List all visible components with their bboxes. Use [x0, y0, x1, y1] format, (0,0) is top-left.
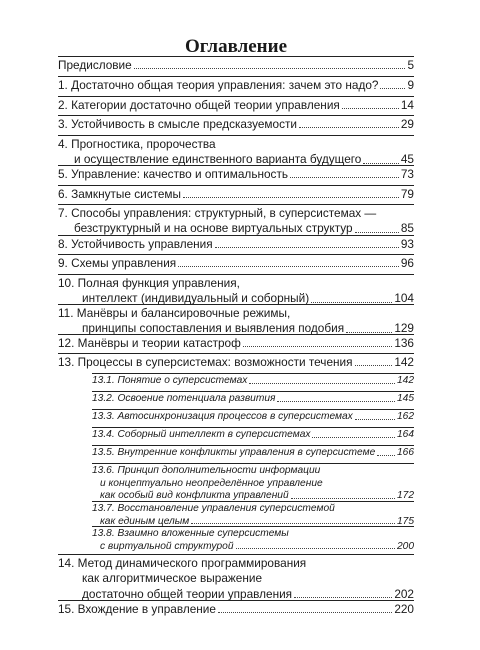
toc-section — [58, 411, 414, 424]
separator-line — [92, 463, 414, 464]
dot-leader — [243, 346, 392, 347]
toc-entry-text: 3. Устойчивость в смысле предсказуемости — [58, 117, 297, 131]
page-number: 145 — [397, 393, 414, 404]
dot-leader — [377, 455, 395, 456]
toc-entry-text: достаточно общей теории управления — [82, 586, 293, 601]
toc-entry-text: 6. Замкнутые системы — [58, 187, 182, 201]
page-number: 129 — [394, 321, 414, 336]
page-number: 175 — [397, 515, 414, 527]
toc-entry-text: 13.5. Внутренние конфликты управления в суперсистеме — [92, 447, 376, 458]
separator-line — [58, 334, 414, 335]
toc-chapter — [58, 256, 414, 271]
toc-chapter — [58, 336, 414, 351]
toc-section — [58, 429, 414, 442]
toc-entry-text: 13.3. Автосинхронизация процессов в суперсистемах — [92, 411, 353, 422]
toc-section — [58, 528, 414, 553]
dot-leader — [236, 548, 395, 549]
toc-page — [58, 0, 414, 616]
page-number: 79 — [400, 187, 414, 201]
toc-chapter — [58, 237, 414, 252]
separator-line — [92, 409, 414, 410]
page-number: 104 — [394, 291, 414, 306]
toc-entry-text: 2. Категории достаточно общей теории управления — [58, 98, 340, 112]
toc-chapter — [58, 602, 414, 617]
separator-line — [58, 96, 414, 97]
page-number: 14 — [400, 98, 414, 112]
dot-leader — [346, 332, 392, 333]
dot-leader — [380, 88, 405, 89]
separator-line — [92, 427, 414, 428]
toc-section — [58, 503, 414, 528]
toc-entry-text: 8. Устойчивость управления — [58, 237, 213, 251]
toc-chapter — [58, 206, 414, 237]
toc-entry-text: принципы сопоставления и выявления подобия — [82, 321, 345, 336]
page-number: 5 — [407, 58, 414, 72]
toc-title: Оглавление — [184, 36, 288, 57]
toc-chapter — [58, 117, 414, 132]
page-number: 142 — [394, 355, 414, 369]
toc-entry-text: 7. Способы управления: структурный, в суперсистемах — — [58, 206, 377, 220]
toc-entry-text: и концептуально неопределённое управление — [100, 477, 323, 489]
toc-entry-text: 5. Управление: качество и оптимальность — [58, 167, 288, 181]
dot-leader — [191, 523, 395, 524]
page-number: 200 — [397, 540, 414, 552]
toc-section — [58, 465, 414, 503]
separator-line — [58, 554, 414, 555]
page-number: 166 — [397, 447, 414, 458]
page-number: 164 — [397, 429, 414, 440]
toc-section — [58, 393, 414, 406]
dot-leader — [311, 302, 392, 303]
separator-line — [58, 353, 414, 354]
dot-leader — [291, 498, 395, 499]
page-number: 9 — [407, 78, 414, 92]
toc-chapter — [58, 167, 414, 182]
toc-entry-text: 14. Метод динамического программирования — [58, 556, 307, 570]
toc-entry-text: и осуществление единственного варианта будущего — [74, 152, 362, 167]
toc-entry-text: 13. Процессы в суперсистемах: возможности течения — [58, 355, 353, 369]
separator-line — [58, 600, 414, 601]
toc-entry-text: как особый вид конфликта управлений — [100, 490, 289, 502]
page-number: 96 — [400, 256, 414, 270]
toc-entry-text: с виртуальной структурой — [100, 540, 234, 552]
toc-chapter — [58, 78, 414, 93]
dot-leader — [355, 232, 399, 233]
dot-leader — [134, 68, 406, 69]
separator-line — [92, 373, 414, 374]
toc-chapter — [58, 556, 414, 602]
toc-entry-text: 13.7. Восстановление управления суперсистемой — [92, 503, 335, 514]
toc-entry-text: 13.1. Понятие о суперсистемах — [92, 375, 248, 386]
separator-line — [58, 235, 414, 236]
toc-entry-text: 13.4. Соборный интеллект в суперсистемах — [92, 429, 311, 440]
separator-line — [92, 391, 414, 392]
separator-line — [92, 501, 414, 502]
toc-entry-text: 13.6. Принцип дополнительности информации — [92, 465, 321, 476]
separator-line — [58, 185, 414, 186]
page-number: 142 — [397, 375, 414, 386]
dot-leader — [312, 437, 395, 438]
dot-leader — [342, 108, 399, 109]
toc-entry-text: 1. Достаточно общая теория управления: зачем это надо? — [58, 78, 379, 92]
toc-entry-text: 15. Вхождение в управление — [58, 602, 216, 616]
separator-line — [58, 165, 414, 166]
page-number: 73 — [400, 167, 414, 181]
toc-entry-text: 4. Прогностика, пророчества — [58, 137, 216, 151]
separator-line — [58, 304, 414, 305]
separator-line — [58, 115, 414, 116]
toc-entry-text: интеллект (индивидуальный и соборный) — [82, 291, 310, 306]
dot-leader — [249, 383, 395, 384]
separator-line — [58, 274, 414, 275]
toc-entry-text: 10. Полная функция управления, — [58, 276, 240, 290]
toc-entry-text: 11. Манёвры и балансировочные режимы, — [58, 306, 291, 320]
separator-line — [92, 445, 414, 446]
page-number: 220 — [394, 602, 414, 616]
toc-entry-text: безструктурный и на основе виртуальных структур — [74, 221, 353, 236]
toc-chapter — [58, 98, 414, 113]
dot-leader — [178, 266, 399, 267]
toc-entry-text: 9. Схемы управления — [58, 256, 177, 270]
toc-entry-text: 13.2. Освоение потенциала развития — [92, 393, 276, 404]
page-number: 29 — [400, 117, 414, 131]
toc-chapter — [58, 355, 414, 370]
toc-chapter — [58, 137, 414, 168]
toc-entry-text: 12. Манёвры и теории катастроф — [58, 336, 241, 350]
page-number: 202 — [394, 586, 414, 601]
toc-chapter — [58, 58, 414, 73]
toc-chapter — [58, 306, 414, 337]
toc-entry-text: Предисловие — [58, 58, 132, 72]
separator-line — [58, 204, 414, 205]
dot-leader — [183, 197, 399, 198]
page-number: 136 — [394, 336, 414, 350]
separator-line — [92, 526, 414, 527]
separator-line — [58, 76, 414, 77]
dot-leader — [218, 612, 392, 613]
page-number: 172 — [397, 490, 414, 502]
page-number: 162 — [397, 411, 414, 422]
separator-line — [58, 254, 414, 255]
dot-leader — [277, 401, 395, 402]
toc-chapter — [58, 276, 414, 307]
dot-leader — [215, 247, 399, 248]
toc-entry-text: как алгоритмическое выражение — [82, 571, 263, 586]
dot-leader — [355, 365, 393, 366]
page-number: 45 — [400, 152, 414, 167]
dot-leader — [299, 127, 399, 128]
dot-leader — [294, 597, 392, 598]
toc-entry-text: как единым целым — [100, 515, 190, 527]
toc-section — [58, 447, 414, 460]
dot-leader — [363, 163, 399, 164]
page-number: 93 — [400, 237, 414, 251]
toc-chapter — [58, 187, 414, 202]
dot-leader — [290, 177, 399, 178]
toc-entry-text: 13.8. Взаимно вложенные суперсистемы — [92, 528, 289, 539]
toc-section — [58, 375, 414, 388]
separator-line — [58, 135, 414, 136]
dot-leader — [355, 419, 395, 420]
separator-line — [58, 56, 414, 57]
page-number: 85 — [400, 221, 414, 236]
